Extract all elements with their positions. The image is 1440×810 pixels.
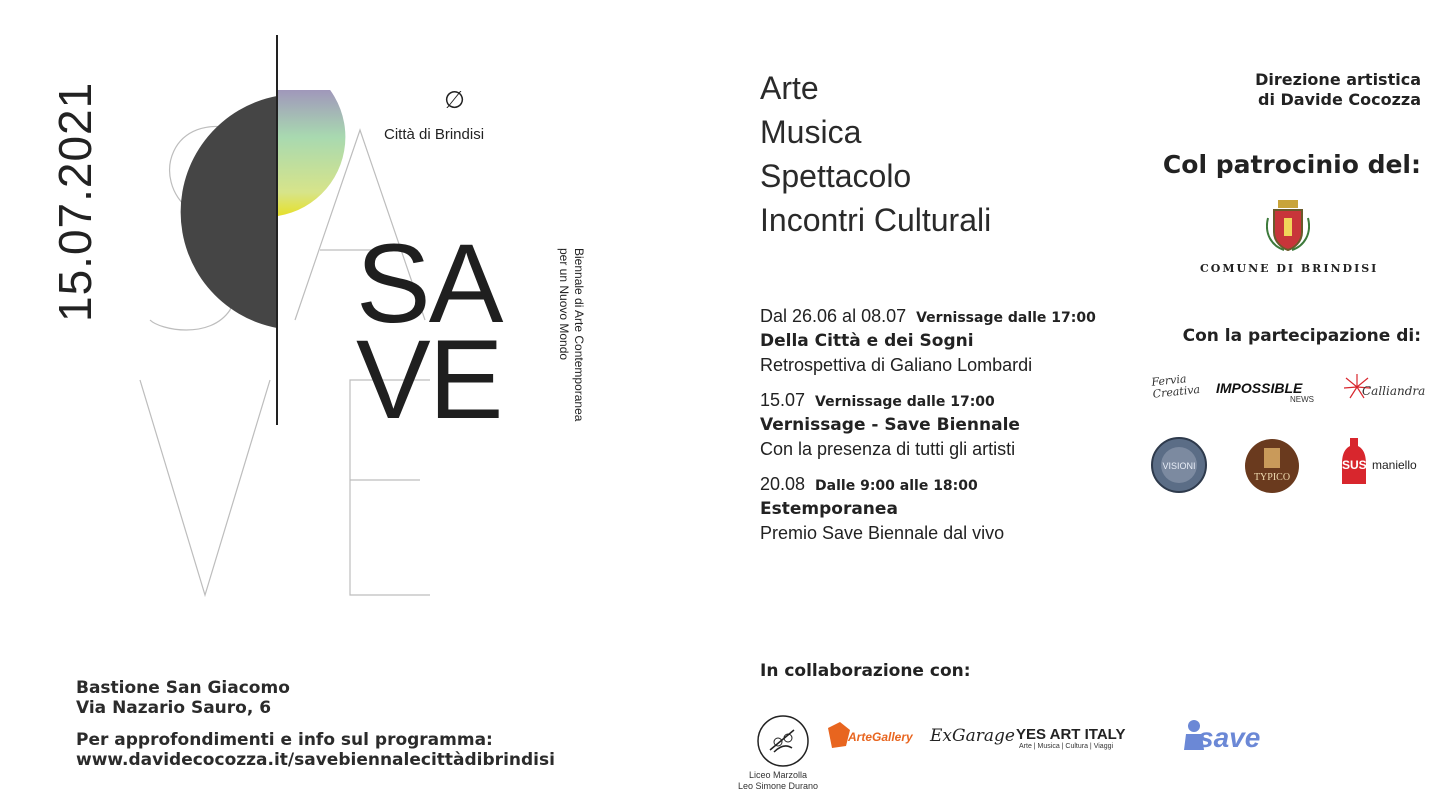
event-date: 15.07.2021 [49,81,101,322]
category-item: Spettacolo [760,158,912,194]
fervia-creativa-logo: Fervia Creativa [1150,372,1201,401]
empty-set-icon: ∅ [444,86,465,114]
visioni-logo [1150,436,1208,494]
liceo-label: Liceo Marzolla Leo Simone Durano [737,770,819,791]
vertical-divider [276,35,278,425]
participation-heading: Con la partecipazione di: [1182,326,1421,346]
info-link[interactable]: Per approfondimenti e info sul programma: www.davidecocozza.it/savebiennalecittàdibrindisi [76,730,555,770]
biennale-subtitle: Biennale di Arte Contemporanea per un Nuovo Mondo [557,248,586,422]
category-item: Musica [760,114,862,150]
event-item: 20.08 Dalle 9:00 alle 18:00 Estemporanea Premio Save Biennale dal vivo [760,474,1005,543]
brindisi-crest-icon [1266,198,1310,252]
event-list [760,306,1096,558]
susu-maniello-logo: SUSU maniello [1340,436,1422,486]
gradient-half-circle [278,90,345,216]
category-item: Arte [760,70,819,106]
event-item: 15.07 Vernissage dalle 17:00 Vernissage - Save Biennale Con la presenza di tutti gli artisti [760,390,1020,459]
arte-gallery-logo: ArteGallery [826,722,916,752]
patronage-heading: Col patrocinio del: [1162,150,1421,179]
collaboration-heading: In collaborazione con: [760,661,971,681]
venue-address: Bastione San Giacomo Via Nazario Sauro, 6 [76,678,290,718]
calliandra-logo: Calliandra [1340,372,1420,416]
yes-art-italy-logo: YES ART ITALY Arte | Musica | Cultura | Viaggi [1016,726,1126,750]
city-label: Città di Brindisi [384,126,485,143]
event-item: Dal 26.06 al 08.07 Vernissage dalle 17:00 Della Città e dei Sogni Retrospettiva di Galiano Lombardi [760,306,1096,375]
liceo-marzolla-logo [756,714,810,768]
comune-label: COMUNE DI BRINDISI [1200,262,1379,275]
category-item: Incontri Culturali [760,202,992,238]
typico-logo [1244,438,1300,494]
artistic-direction: Direzione artistica di Davide Cocozza [1255,70,1421,109]
impossible-news-logo: IMPOSSIBLE NEWS [1216,380,1314,404]
category-list [760,66,991,242]
save-biennale-logo: save [1178,716,1318,768]
svg-text:VISIONI: VISIONI [1162,461,1196,471]
save-title: SA VE [356,221,502,442]
svg-text:TYPICO: TYPICO [1253,472,1291,483]
